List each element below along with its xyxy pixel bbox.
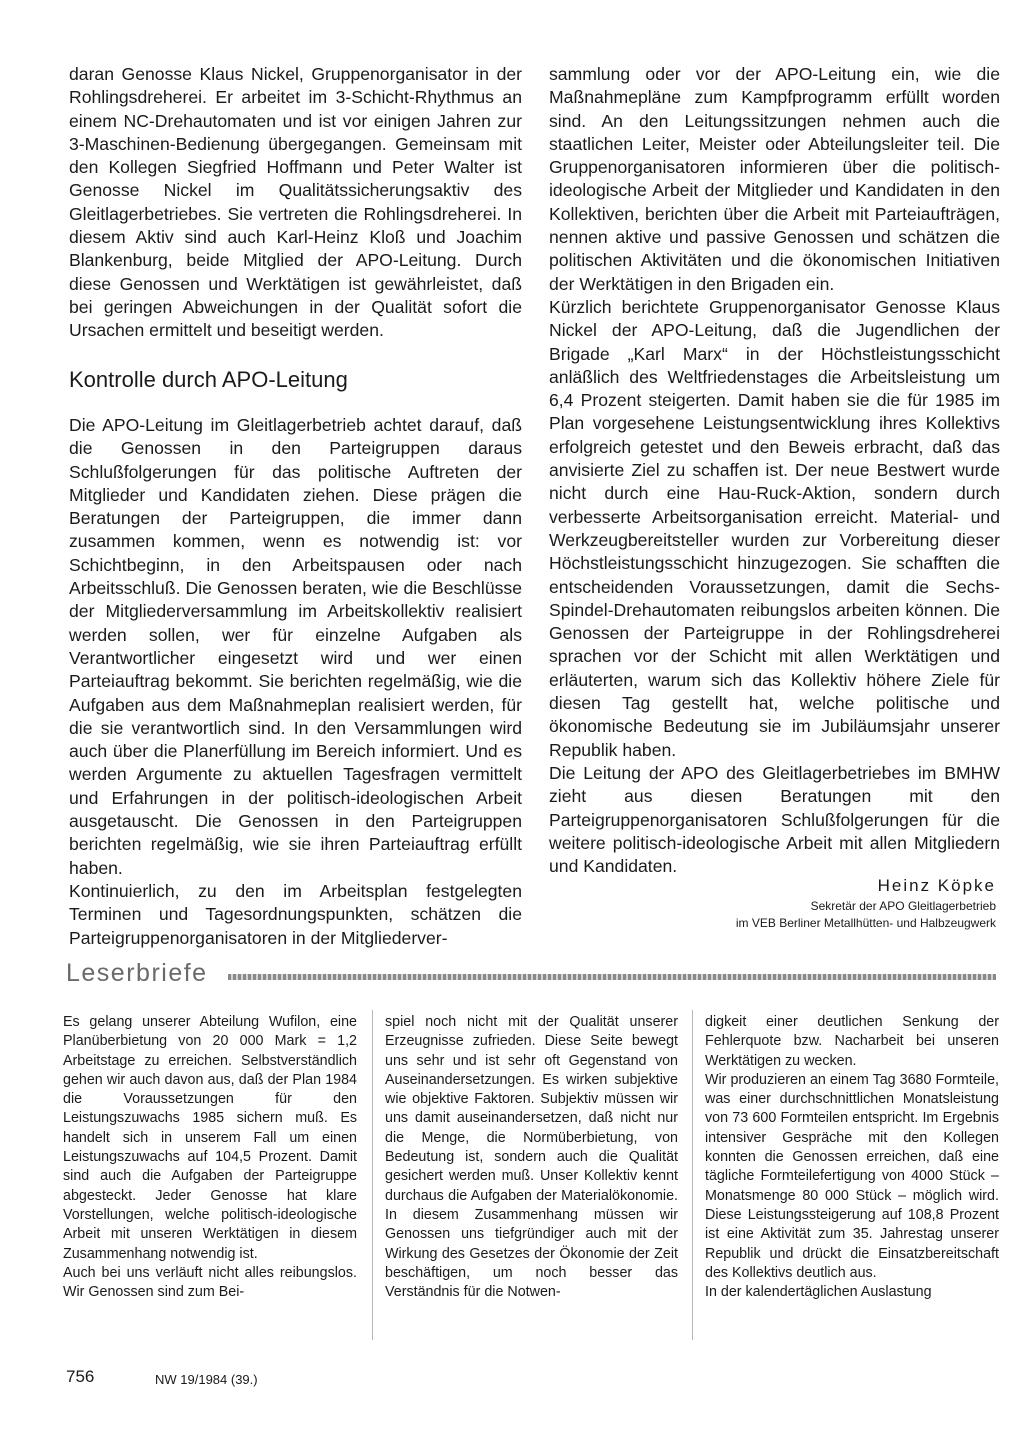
section-divider — [228, 974, 996, 980]
letter-paragraph: In der kalendertäglichen Auslastung — [705, 1284, 932, 1301]
article-column-1 — [69, 63, 522, 343]
letter-paragraph: Es gelang unserer Abteilung Wufilon, eine Planüberbietung von 20 000 Mark = 1,2 Arbeitstage zu erreichen. Selbstverständlich gehen wir auch davon aus, daß der Plan 1984 die Voraussetzungen für den Leistungszuwachs 1985 sichern muß. Es handelt sich in unserem Fall um einen Leistungszuwachs auf 104,5 Prozent. Damit sind auch die Aufgaben der Parteigruppe abgesteckt. Jeder Genosse hat klare Vorstellungen, welche politisch-ideologische Arbeit mit unseren Werktätigen in diesem Zusammenhang notwendig ist. — [63, 1014, 357, 1262]
column-divider — [372, 1010, 373, 1340]
letters-column-2 — [385, 1013, 678, 1302]
page-number: 756 — [66, 1367, 95, 1386]
article-paragraph: Kontinuierlich, zu den im Arbeitsplan festgelegten Terminen und Tagesordnungspunkten, schätzen die Parteigruppenorganisatoren in der Mitgliederver- — [69, 880, 522, 948]
article-column-2 — [549, 63, 1000, 878]
article-paragraph: sammlung oder vor der APO-Leitung ein, wie die Maßnahmepläne zum Kampfprogramm erfüllt worden sind. An den Leitungssitzungen nehmen auch die staatlichen Leiter, Meister oder Abteilungsleiter teil. Die Gruppenorganisatoren informieren über die politisch-ideologische Arbeit der Mitglieder und Kandidaten in den Kollektiven, berichten über die Arbeit mit Parteiaufträgen, nennen aktive und passive Genossen und schätzen die politischen Aktivitäten und die ökonomischen Initiativen der Werktätigen in den Brigaden ein. — [549, 64, 1000, 294]
article-paragraph: Kürzlich berichtete Gruppenorganisator Genosse Klaus Nickel der APO-Leitung, daß die Jugendlichen der Brigade „Karl Marx“ in der Höchstleistungsschicht anläßlich des Weltfriedenstages die Arbeitsleistung um 6,4 Prozent steigerten. Damit haben sie die für 1985 im Plan vorgesehene Leistungsentwicklung ihres Kollektivs erfolgreich getestet und den Beweis erbracht, daß das anvisierte Ziel zu schaffen ist. Der neue Bestwert wurde nicht durch eine Hau-Ruck-Aktion, sondern durch verbesserte Arbeitsorganisation erreicht. Material- und Werkzeugbereitsteller wurden zur Vorbereitung dieser Höchstleistungsschicht hinzugezogen. Sie schafften die entscheidenden Voraussetzungen, damit die Sechs-Spindel-Drehautomaten reibungslos arbeiten können. Die Genossen der Parteigruppe in der Rohlingsdreherei sprachen vor der Schicht mit allen Werktätigen und erläuterten, warum sich das Kollektiv höhere Ziele für diesen Tag gestellt hat, welche politische und ökonomische Bedeutung sie im Jubiläumsjahr unserer Republik haben. — [549, 296, 1000, 760]
article-paragraph: Die Leitung der APO des Gleitlagerbetriebes im BMHW zieht aus diesen Beratungen mit den Parteigruppenorganisatoren Schlußfolgerungen für die weitere politisch-ideologische Arbeit mit allen Mitgliedern und Kandidaten. — [549, 762, 1000, 877]
article-column-1-continued — [69, 414, 522, 950]
author-role: Sekretär der APO Gleitlagerbetrieb — [810, 899, 996, 913]
letter-paragraph: Wir produzieren an einem Tag 3680 Formteile, was einer durchschnittlichen Monatsleistung von 73 600 Formteilen entspricht. Im Ergebnis intensiver Gespräche mit den Kollegen konnten die Genossen erreichen, daß eine tägliche Formteilefertigung von 4000 Stück – Monatsmenge 80 000 Stück – möglich wird. Diese Leistungssteigerung auf 108,8 Prozent ist eine Aktivität zum 35. Jahrestag unserer Republik und drückt die Einsatzbereitschaft des Kollektivs deutlich aus. — [705, 1071, 999, 1281]
article-paragraph: daran Genosse Klaus Nickel, Gruppenorganisator in der Rohlingsdreherei. Er arbeitet im 3-Schicht-Rhythmus an einem NC-Drehautomaten und ist vor einigen Jahren zur 3-Maschinen-Bedienung übergegangen. Gemeinsam mit den Kollegen Siegfried Hoffmann und Peter Walter ist Genosse Nickel im Qualitätssicherungsaktiv des Gleitlagerbetriebes. Sie vertreten die Rohlingsdreherei. In diesem Aktiv sind auch Karl-Heinz Kloß und Joachim Blankenburg, beide Mitglied der APO-Leitung. Durch diese Genossen und Werktätigen ist gewährleistet, daß bei geringen Abweichungen in der Qualität sofort die Ursachen ermittelt und beseitigt werden. — [69, 64, 522, 341]
letter-paragraph: Auch bei uns verläuft nicht alles reibungslos. Wir Genossen sind zum Bei- — [63, 1264, 357, 1301]
letters-column-3 — [705, 1013, 999, 1302]
issue-reference: NW 19/1984 (39.) — [155, 1372, 258, 1387]
section-title-leserbriefe: Leserbriefe — [66, 959, 208, 987]
letter-paragraph: digkeit einer deutlichen Senkung der Fehlerquote bzw. Nacharbeit bei unseren Werktätigen zu wecken. — [705, 1014, 999, 1069]
column-divider — [692, 1010, 693, 1340]
letter-paragraph: spiel noch nicht mit der Qualität unserer Erzeugnisse zufrieden. Diese Seite bewegt uns sehr und ist sehr oft Gegenstand von Auseinandersetzungen. Es wirken subjektive wie objektive Faktoren. Subjektiv müssen wir uns damit auseinandersetzen, daß nicht nur die Menge, die Normüberbietung, von Bedeutung ist, sondern auch die Qualität gesichert werden muß. Unser Kollektiv kennt durchaus die Aufgaben der Materialökonomie. In diesem Zusammenhang müssen wir Genossen uns tiefgründiger auch mit der Wirkung des Gesetzes der Ökonomie der Zeit beschäftigen, um noch besser das Verständnis für die Notwen- — [385, 1014, 678, 1301]
author-name: Heinz Köpke — [877, 876, 996, 895]
article-subheading: Kontrolle durch APO-Leitung — [69, 367, 348, 392]
letters-column-1 — [63, 1013, 357, 1302]
author-institution: im VEB Berliner Metallhütten- und Halbzeugwerk — [735, 916, 996, 930]
article-paragraph: Die APO-Leitung im Gleitlagerbetrieb achtet darauf, daß die Genossen in den Parteigruppen daraus Schlußfolgerungen für das politische Auftreten der Mitglieder und Kandidaten ziehen. Diese prägen die Beratungen der Parteigruppen, die immer dann zusammen kommen, wenn es notwendig ist: vor Schichtbeginn, in den Arbeitspausen oder nach Arbeitsschluß. Die Genossen beraten, wie die Beschlüsse der Mitgliederversammlung im Arbeitskollektiv realisiert werden sollen, wer für einzelne Aufgaben als Verantwortlicher eingesetzt wird und wer einen Parteiauftrag bekommt. Sie berichten regelmäßig, wie die Aufgaben aus dem Maßnahmeplan realisiert werden, für die sie verantwortlich sind. In den Versammlungen wird auch über die Planerfüllung im Bereich informiert. Und es werden Argumente zu aktuellen Tagesfragen vermittelt und Erfahrungen in der politisch-ideologischen Arbeit ausgetauscht. Die Genossen in den Parteigruppen berichten regelmäßig, wie sie ihren Parteiauftrag erfüllt haben. — [69, 415, 522, 878]
author-signature — [736, 874, 996, 932]
